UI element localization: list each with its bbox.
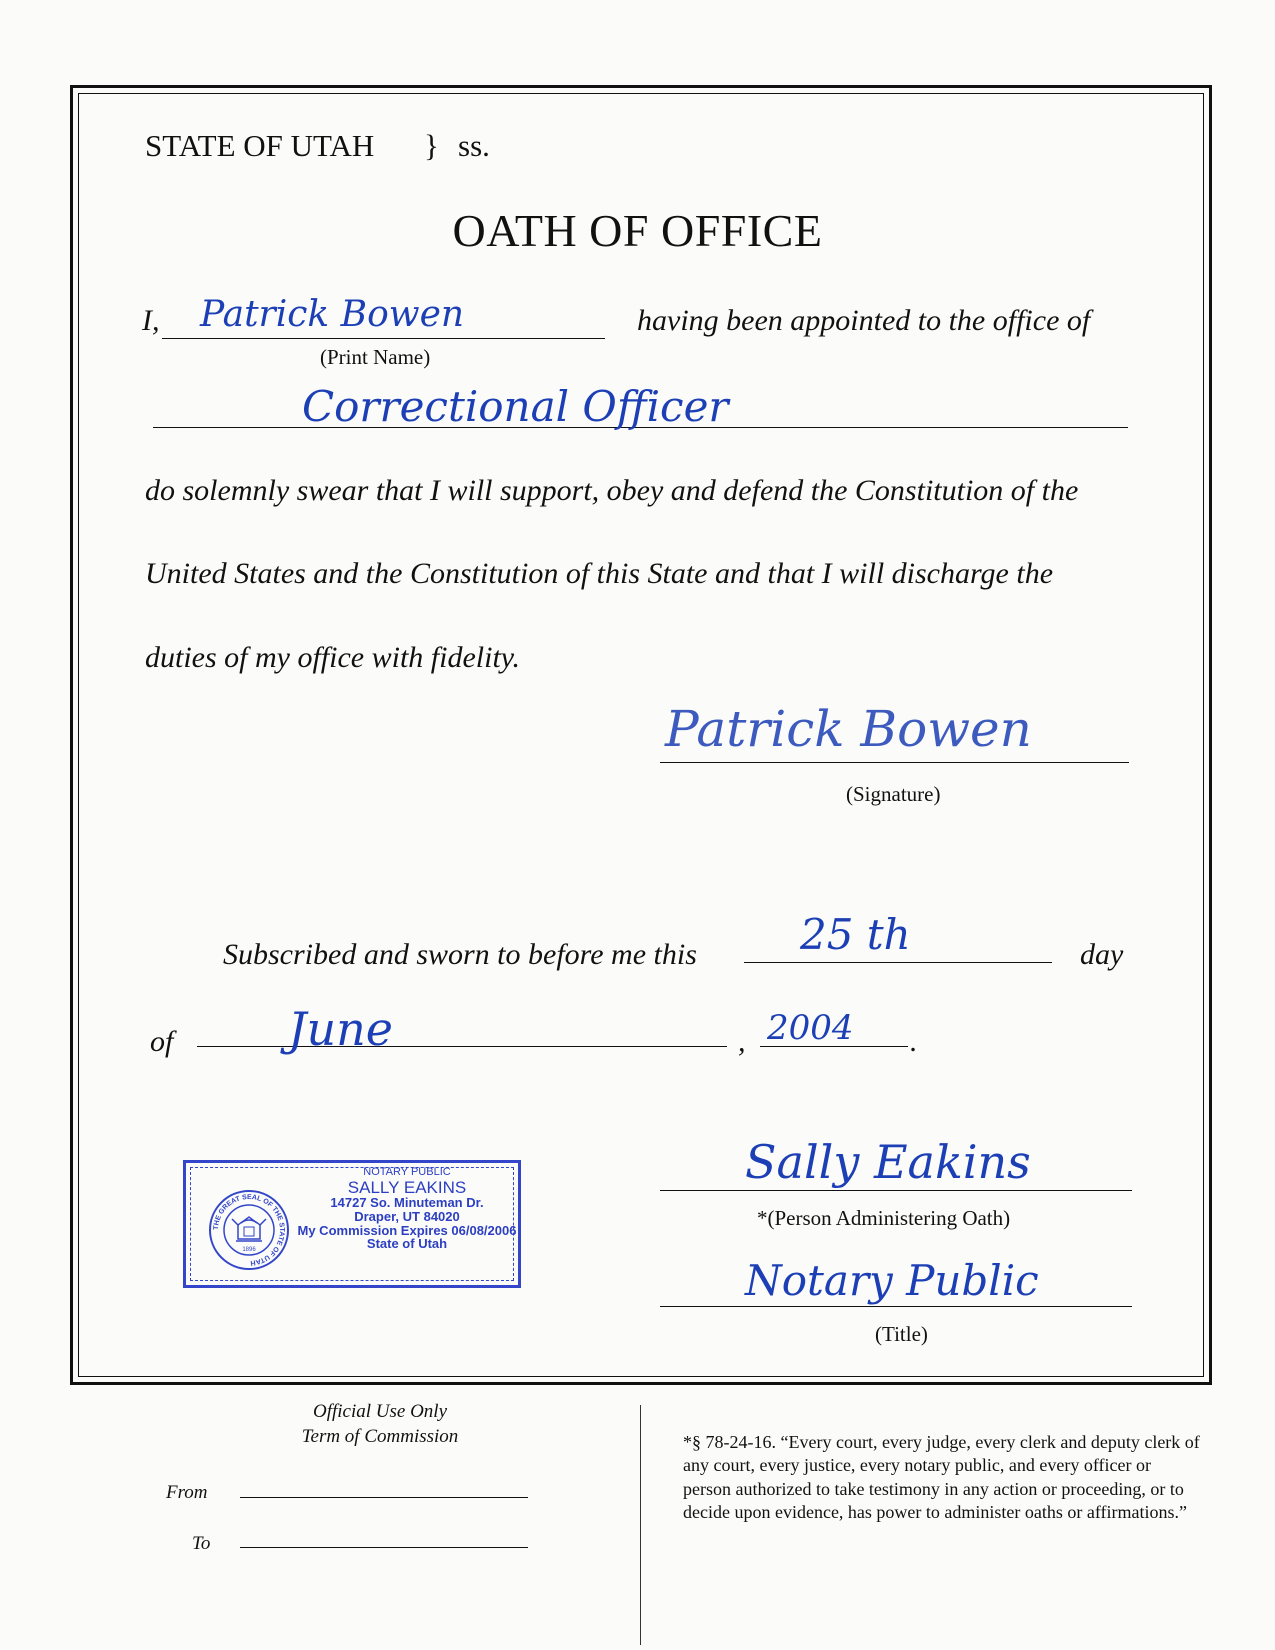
oath-prefix: I, [142,304,160,337]
to-line[interactable] [240,1547,528,1548]
stamp-text-block [296,1167,518,1251]
statute-footnote: *§ 78-24-16. “Every court, every judge, every clerk and deputy clerk of any court, every justice, every notary public, and every officer or person authorized to take testimony in any action or proceeding, or to decide upon evidence, has power to administer oaths or affirmations.” [683,1432,1200,1523]
stamp-line-expiry: My Commission Expires 06/08/2006 [297,1222,517,1238]
year-period: . [910,1025,918,1058]
stamp-line-notary: NOTARY PUBLIC [363,1166,451,1178]
state-heading: STATE OF UTAH [145,128,375,163]
oath-body-line-2: United States and the Constitution of this State and that I will discharge the [145,557,1054,590]
to-label: To [192,1533,211,1554]
official-use-title: Official Use Only [312,1401,448,1422]
year-value[interactable]: 2004 [767,1008,854,1048]
administrator-signature[interactable]: Sally Eakins [745,1135,1031,1189]
administrator-line [660,1190,1132,1191]
footer-divider [640,1405,641,1645]
stamp-line-name: SALLY EAKINS [347,1177,467,1197]
month-value[interactable]: June [288,1002,393,1056]
print-name-line [162,338,605,339]
day-value[interactable]: 25 th [800,910,911,959]
print-name-value[interactable]: Patrick Bowen [200,294,465,335]
venue-brace: } [424,128,439,163]
print-name-caption: (Print Name) [320,345,431,369]
oath-body-line-3: duties of my office with fidelity. [145,641,520,674]
venue-ss: ss. [458,128,490,163]
from-line[interactable] [240,1497,528,1498]
date-comma: , [738,1025,746,1058]
notary-stamp [183,1160,521,1288]
office-value[interactable]: Correctional Officer [302,382,729,431]
month-line [197,1046,727,1047]
stamp-line-city: Draper, UT 84020 [354,1209,460,1225]
from-label: From [166,1482,208,1503]
term-of-commission-title: Term of Commission [301,1425,459,1447]
signature-line [660,762,1129,763]
day-line [744,962,1052,963]
stamp-line-street: 14727 So. Minuteman Dr. [330,1195,484,1211]
stamp-line-state: State of Utah [366,1236,448,1252]
subscribed-text: Subscribed and sworn to before me this [223,938,697,971]
official-use-heading [260,1400,500,1449]
officer-signature[interactable]: Patrick Bowen [665,700,1032,758]
administrator-caption: *(Person Administering Oath) [757,1206,1011,1230]
signature-caption: (Signature) [846,782,941,806]
title-caption: (Title) [875,1322,928,1346]
day-word: day [1080,938,1124,971]
utah-seal-icon [208,1189,290,1271]
title-line [660,1306,1132,1307]
appointed-text: having been appointed to the office of [637,304,1091,337]
of-word: of [150,1025,174,1058]
oath-body-line-1: do solemnly swear that I will support, obey and defend the Constitution of the [145,474,1079,507]
seal-year: 1896 [242,1247,256,1253]
document-title: OATH OF OFFICE [452,205,823,256]
seal-ring-text: THE GREAT SEAL OF THE STATE OF UTAH [212,1193,286,1267]
title-value[interactable]: Notary Public [745,1256,1039,1305]
